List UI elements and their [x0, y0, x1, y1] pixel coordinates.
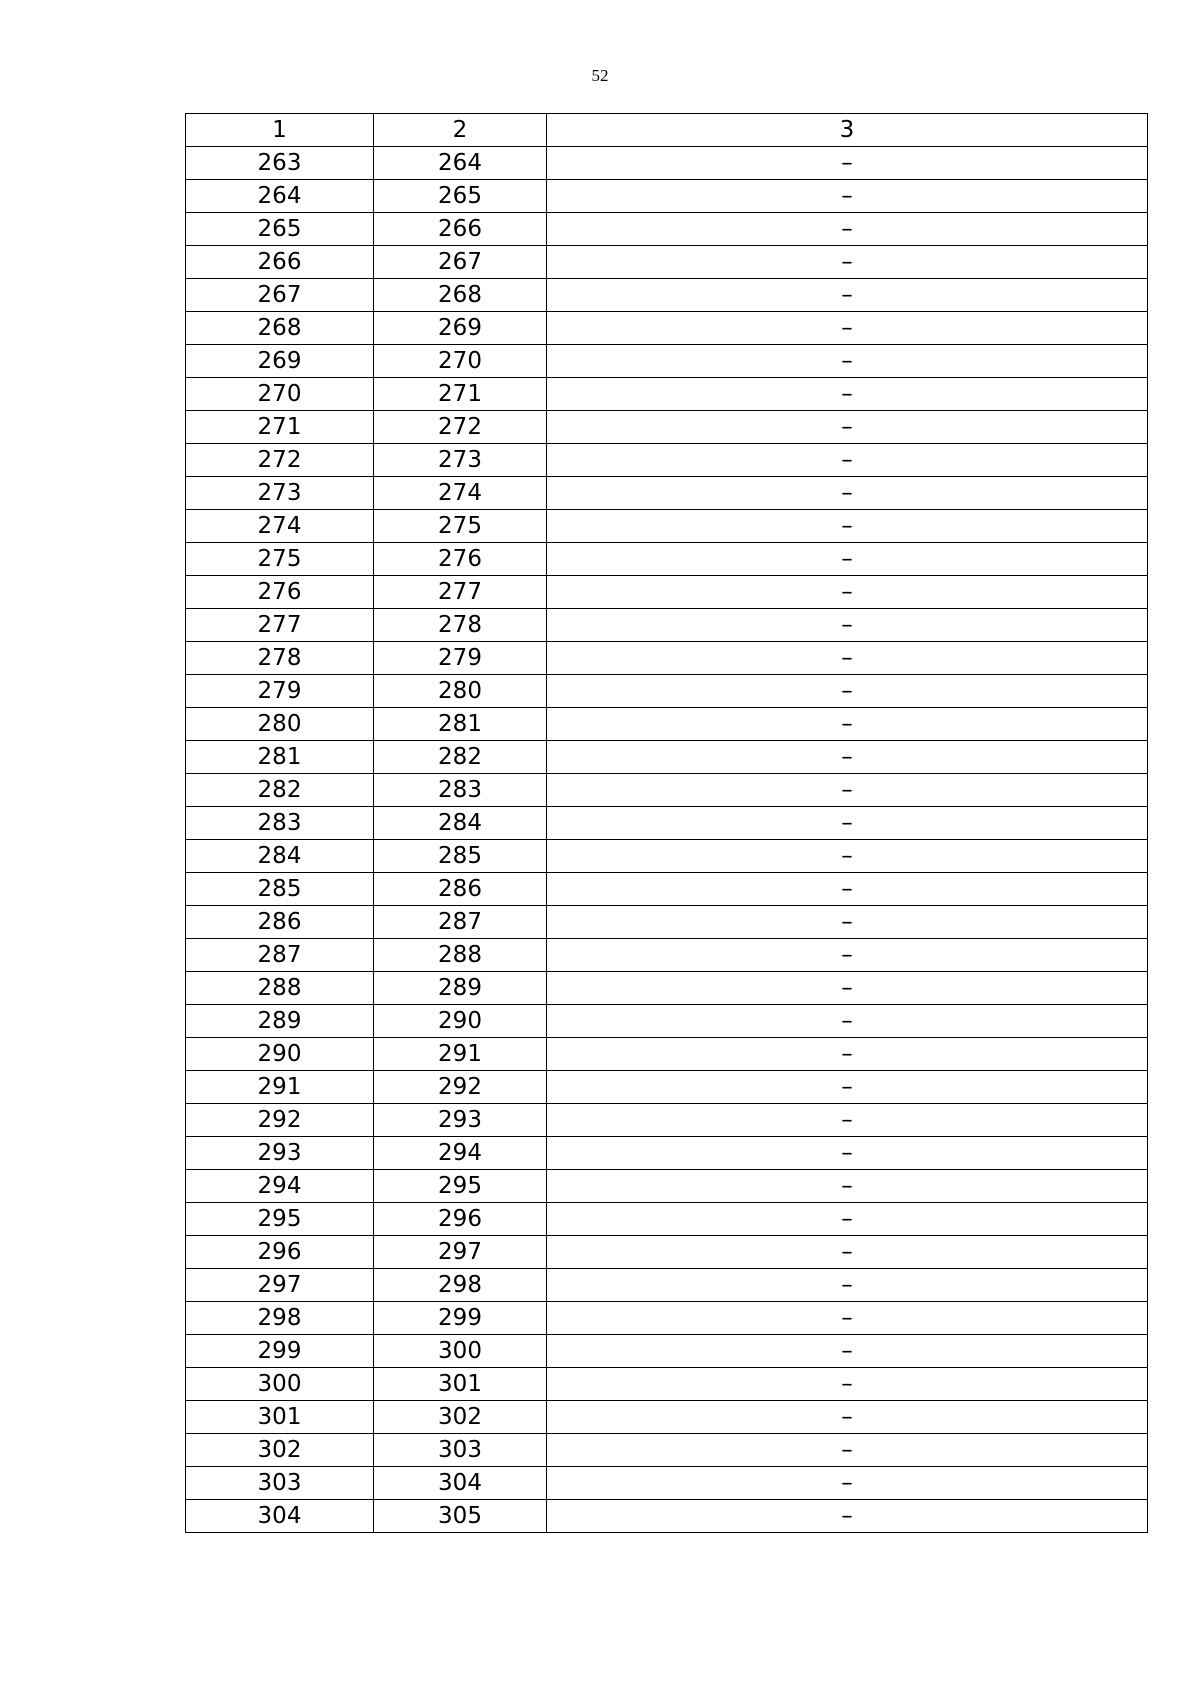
table-cell-col-3: –	[547, 1236, 1148, 1269]
table-cell-col-3: –	[547, 180, 1148, 213]
table-cell-col-2: 269	[374, 312, 547, 345]
table-row	[186, 939, 1148, 972]
table-cell-col-1: 265	[186, 213, 374, 246]
table-cell-col-1: 281	[186, 741, 374, 774]
table-cell-col-1: 267	[186, 279, 374, 312]
table-cell-col-2: 284	[374, 807, 547, 840]
table-cell-col-2: 287	[374, 906, 547, 939]
table-cell-col-2: 272	[374, 411, 547, 444]
table-cell-col-1: 275	[186, 543, 374, 576]
table-row	[186, 1500, 1148, 1533]
table-cell-col-2: 304	[374, 1467, 547, 1500]
table-header-row	[186, 114, 1148, 147]
table-cell-col-1: 278	[186, 642, 374, 675]
table-cell-col-1: 282	[186, 774, 374, 807]
table-cell-col-3: –	[547, 1434, 1148, 1467]
table-cell-col-1: 291	[186, 1071, 374, 1104]
table-row	[186, 708, 1148, 741]
table-row	[186, 807, 1148, 840]
table-cell-col-3: –	[547, 741, 1148, 774]
table-cell-col-1: 263	[186, 147, 374, 180]
table-cell-col-3: –	[547, 1302, 1148, 1335]
table-cell-col-1: 280	[186, 708, 374, 741]
table-cell-col-1: 295	[186, 1203, 374, 1236]
table-cell-col-3: –	[547, 477, 1148, 510]
table-cell-col-3: –	[547, 1203, 1148, 1236]
table-cell-col-2: 293	[374, 1104, 547, 1137]
table-cell-col-1: 290	[186, 1038, 374, 1071]
table-cell-col-3: –	[547, 1335, 1148, 1368]
table-cell-col-2: 277	[374, 576, 547, 609]
table-cell-col-3: –	[547, 972, 1148, 1005]
table-row	[186, 477, 1148, 510]
table-cell-col-1: 268	[186, 312, 374, 345]
table-cell-col-2: 275	[374, 510, 547, 543]
table-cell-col-1: 284	[186, 840, 374, 873]
table-cell-col-3: –	[547, 279, 1148, 312]
table-cell-col-1: 289	[186, 1005, 374, 1038]
table-cell-col-2: 266	[374, 213, 547, 246]
table-cell-col-3: –	[547, 1500, 1148, 1533]
table-cell-col-3: –	[547, 609, 1148, 642]
table-cell-col-1: 288	[186, 972, 374, 1005]
table-row	[186, 1335, 1148, 1368]
table-row	[186, 1170, 1148, 1203]
table-cell-col-1: 273	[186, 477, 374, 510]
table-cell-col-3: –	[547, 906, 1148, 939]
table-cell-col-1: 279	[186, 675, 374, 708]
header-cell-col-2: 2	[374, 114, 547, 147]
table-cell-col-3: –	[547, 543, 1148, 576]
table-cell-col-2: 279	[374, 642, 547, 675]
table-cell-col-3: –	[547, 708, 1148, 741]
table-cell-col-3: –	[547, 1401, 1148, 1434]
table-cell-col-1: 285	[186, 873, 374, 906]
table-row	[186, 1401, 1148, 1434]
table-cell-col-3: –	[547, 1467, 1148, 1500]
table-row	[186, 1203, 1148, 1236]
table-row	[186, 345, 1148, 378]
table-cell-col-3: –	[547, 213, 1148, 246]
table-cell-col-3: –	[547, 1005, 1148, 1038]
table-cell-col-3: –	[547, 1104, 1148, 1137]
table-cell-col-1: 304	[186, 1500, 374, 1533]
table-cell-col-1: 303	[186, 1467, 374, 1500]
table-cell-col-2: 298	[374, 1269, 547, 1302]
table-cell-col-2: 282	[374, 741, 547, 774]
table-cell-col-2: 288	[374, 939, 547, 972]
table-row	[186, 213, 1148, 246]
table-cell-col-2: 268	[374, 279, 547, 312]
table-row	[186, 543, 1148, 576]
table-row	[186, 1137, 1148, 1170]
table-cell-col-2: 273	[374, 444, 547, 477]
table-cell-col-3: –	[547, 1368, 1148, 1401]
table-cell-col-3: –	[547, 1071, 1148, 1104]
page-number: 52	[591, 66, 609, 85]
table-cell-col-1: 287	[186, 939, 374, 972]
table-cell-col-1: 296	[186, 1236, 374, 1269]
table-cell-col-1: 269	[186, 345, 374, 378]
table-cell-col-1: 272	[186, 444, 374, 477]
table-cell-col-3: –	[547, 1038, 1148, 1071]
table-row	[186, 906, 1148, 939]
table-cell-col-3: –	[547, 246, 1148, 279]
table-cell-col-1: 271	[186, 411, 374, 444]
table-row	[186, 411, 1148, 444]
table-row	[186, 642, 1148, 675]
table-row	[186, 972, 1148, 1005]
table-row	[186, 1269, 1148, 1302]
table-row	[186, 510, 1148, 543]
table-cell-col-3: –	[547, 807, 1148, 840]
table-cell-col-2: 291	[374, 1038, 547, 1071]
data-table	[185, 113, 1148, 1533]
table-cell-col-3: –	[547, 774, 1148, 807]
table-row	[186, 1434, 1148, 1467]
table-row	[186, 1038, 1148, 1071]
table-cell-col-1: 283	[186, 807, 374, 840]
table-cell-col-3: –	[547, 840, 1148, 873]
table-cell-col-1: 301	[186, 1401, 374, 1434]
table-cell-col-3: –	[547, 312, 1148, 345]
table-cell-col-2: 280	[374, 675, 547, 708]
table-cell-col-3: –	[547, 147, 1148, 180]
table-cell-col-1: 286	[186, 906, 374, 939]
table-row	[186, 180, 1148, 213]
table-cell-col-2: 294	[374, 1137, 547, 1170]
table-cell-col-1: 270	[186, 378, 374, 411]
header-cell-col-1: 1	[186, 114, 374, 147]
table-cell-col-1: 300	[186, 1368, 374, 1401]
table-row	[186, 873, 1148, 906]
table-cell-col-3: –	[547, 345, 1148, 378]
table-row	[186, 1071, 1148, 1104]
table-cell-col-2: 286	[374, 873, 547, 906]
table-cell-col-1: 302	[186, 1434, 374, 1467]
table-cell-col-2: 303	[374, 1434, 547, 1467]
table-row	[186, 378, 1148, 411]
table-cell-col-2: 299	[374, 1302, 547, 1335]
table-cell-col-2: 290	[374, 1005, 547, 1038]
table-cell-col-2: 302	[374, 1401, 547, 1434]
table-cell-col-3: –	[547, 411, 1148, 444]
table-cell-col-2: 305	[374, 1500, 547, 1533]
table-cell-col-2: 281	[374, 708, 547, 741]
table-cell-col-1: 277	[186, 609, 374, 642]
table-cell-col-1: 294	[186, 1170, 374, 1203]
table-cell-col-2: 278	[374, 609, 547, 642]
table-cell-col-3: –	[547, 642, 1148, 675]
table-row	[186, 1368, 1148, 1401]
table-cell-col-2: 300	[374, 1335, 547, 1368]
table-cell-col-1: 266	[186, 246, 374, 279]
table-body	[186, 114, 1148, 1533]
table-cell-col-3: –	[547, 1269, 1148, 1302]
table-cell-col-1: 299	[186, 1335, 374, 1368]
table-row	[186, 279, 1148, 312]
table-cell-col-2: 285	[374, 840, 547, 873]
table-cell-col-2: 274	[374, 477, 547, 510]
table-cell-col-2: 301	[374, 1368, 547, 1401]
table-cell-col-2: 271	[374, 378, 547, 411]
table-cell-col-2: 276	[374, 543, 547, 576]
table-row	[186, 1467, 1148, 1500]
table-cell-col-3: –	[547, 1137, 1148, 1170]
table-cell-col-1: 292	[186, 1104, 374, 1137]
table-cell-col-2: 283	[374, 774, 547, 807]
table-row	[186, 147, 1148, 180]
table-row	[186, 1005, 1148, 1038]
table-cell-col-3: –	[547, 939, 1148, 972]
table-row	[186, 1104, 1148, 1137]
table-cell-col-3: –	[547, 675, 1148, 708]
table-cell-col-3: –	[547, 444, 1148, 477]
table-row	[186, 1236, 1148, 1269]
table-cell-col-2: 297	[374, 1236, 547, 1269]
table-cell-col-2: 265	[374, 180, 547, 213]
table-cell-col-3: –	[547, 510, 1148, 543]
table-cell-col-1: 298	[186, 1302, 374, 1335]
table-row	[186, 675, 1148, 708]
table-cell-col-2: 295	[374, 1170, 547, 1203]
table-cell-col-2: 292	[374, 1071, 547, 1104]
table-cell-col-1: 264	[186, 180, 374, 213]
table-row	[186, 576, 1148, 609]
table-row	[186, 444, 1148, 477]
table-cell-col-3: –	[547, 1170, 1148, 1203]
table-cell-col-1: 297	[186, 1269, 374, 1302]
header-cell-col-3: 3	[547, 114, 1148, 147]
table-row	[186, 609, 1148, 642]
table-row	[186, 312, 1148, 345]
table-cell-col-3: –	[547, 576, 1148, 609]
table-row	[186, 1302, 1148, 1335]
table-cell-col-2: 267	[374, 246, 547, 279]
table-row	[186, 840, 1148, 873]
table-cell-col-2: 296	[374, 1203, 547, 1236]
table-cell-col-3: –	[547, 378, 1148, 411]
table-cell-col-1: 293	[186, 1137, 374, 1170]
table-row	[186, 246, 1148, 279]
table-row	[186, 741, 1148, 774]
table-cell-col-1: 274	[186, 510, 374, 543]
table-cell-col-2: 289	[374, 972, 547, 1005]
table-cell-col-1: 276	[186, 576, 374, 609]
table-row	[186, 774, 1148, 807]
table-cell-col-3: –	[547, 873, 1148, 906]
table-cell-col-2: 270	[374, 345, 547, 378]
table-cell-col-2: 264	[374, 147, 547, 180]
